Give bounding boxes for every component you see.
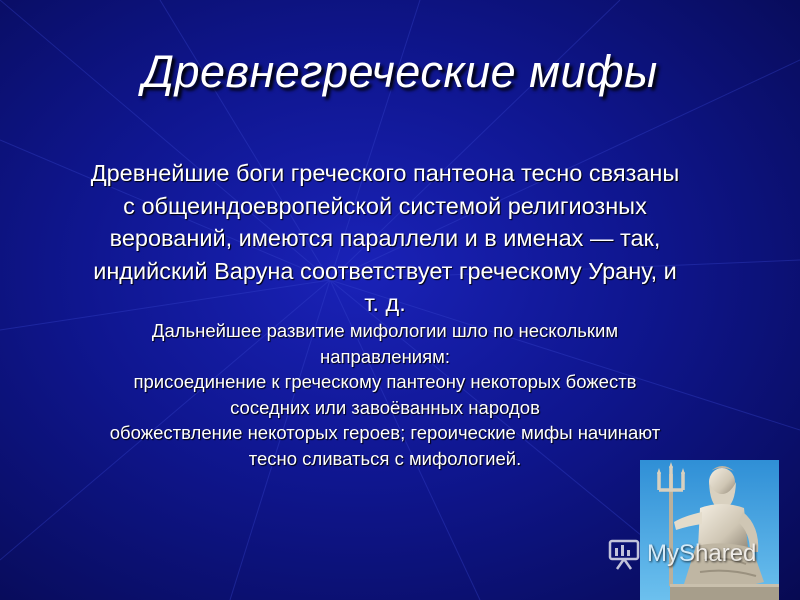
poseidon-statue-icon	[640, 460, 779, 600]
poseidon-statue-image	[640, 460, 779, 600]
main-line: Древнейшие боги греческого пантеона тесно связаны	[90, 160, 680, 186]
slide-title: Древнегреческие мифы	[142, 46, 658, 97]
main-line: индийский Варуна соответствует греческому Урану, и	[93, 257, 677, 284]
presentation-board-icon	[607, 537, 641, 571]
main-line: с общеиндоевропейской системой религиозных	[123, 192, 647, 219]
sub-line: направлениям:	[319, 345, 450, 367]
sub-line: присоединение к греческому пантеону некоторых божеств	[133, 371, 637, 392]
main-line: т. д.	[364, 290, 406, 316]
watermark-text: MyShared	[647, 540, 757, 567]
sub-paragraph	[40, 318, 730, 471]
main-line: верований, имеются параллели и в именах — так,	[109, 225, 661, 251]
sub-line: соседних или завоёванных народов	[230, 396, 540, 418]
watermark	[607, 536, 756, 572]
sub-line: обожествление некоторых героев; героические мифы начинают	[109, 422, 661, 443]
main-paragraph	[40, 157, 730, 320]
sub-line: тесно сливаться с мифологией.	[248, 447, 522, 469]
sub-line: Дальнейшее развитие мифологии шло по нескольким	[151, 320, 619, 341]
